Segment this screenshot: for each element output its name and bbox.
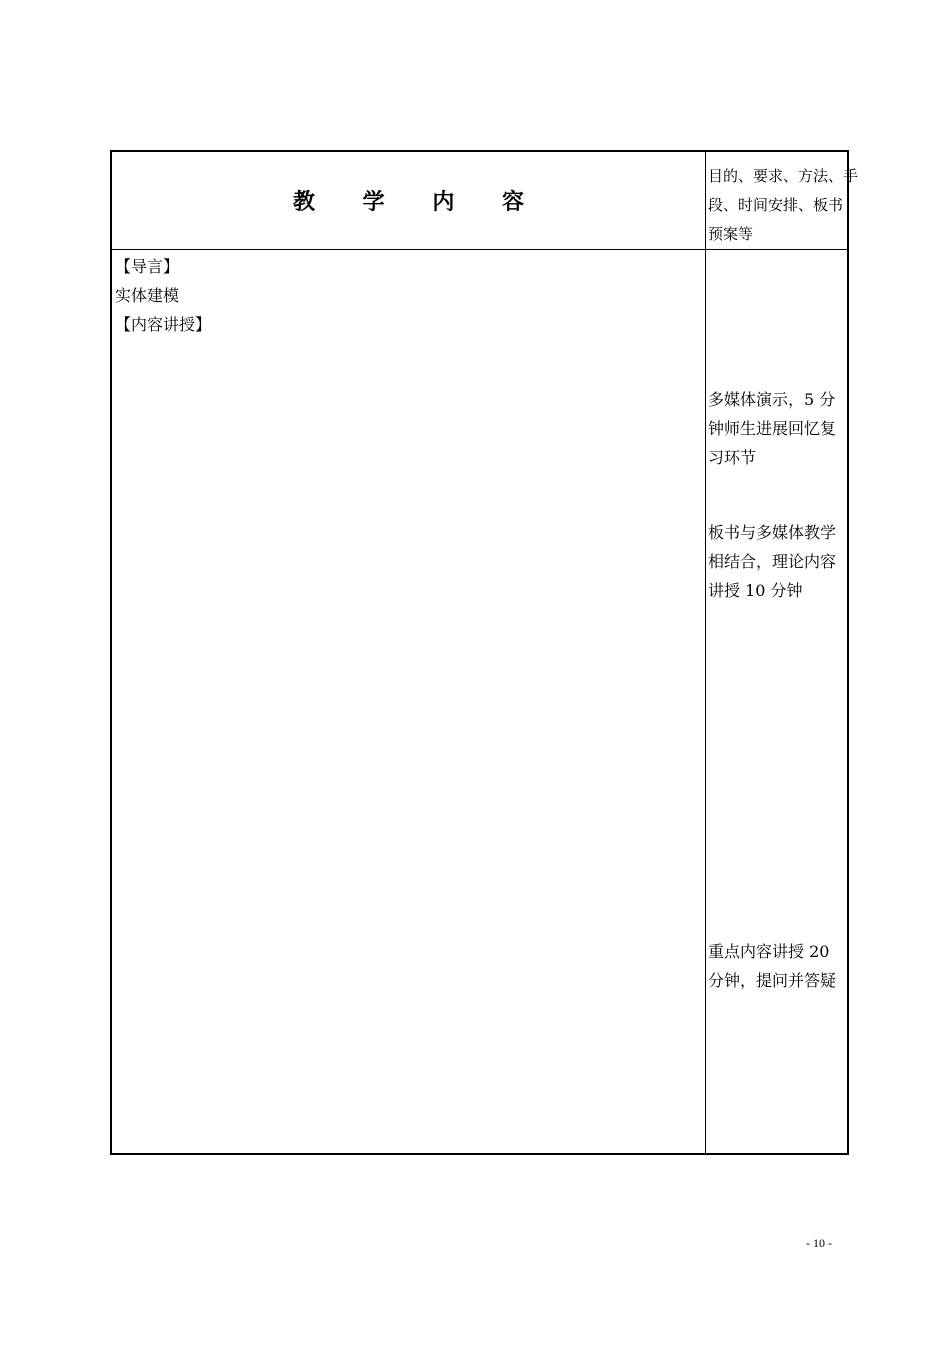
side-note-line: 讲授 10 分钟 bbox=[708, 581, 803, 600]
section-label-intro: 【导言】 bbox=[115, 257, 180, 276]
section-label-lecture: 【内容讲授】 bbox=[115, 315, 212, 334]
teaching-content-body bbox=[115, 252, 211, 339]
header-row-divider bbox=[112, 249, 847, 250]
side-heading-line: 段、时间安排、板书 bbox=[708, 196, 844, 214]
lesson-table bbox=[110, 150, 859, 1155]
teaching-content-heading: 教 学 内 容 bbox=[293, 189, 544, 215]
topic-text: 实体建模 bbox=[115, 286, 180, 305]
side-note-key-content bbox=[708, 937, 848, 995]
side-note-line: 习环节 bbox=[708, 448, 757, 467]
side-note-line: 相结合，理论内容 bbox=[708, 552, 837, 571]
side-note-line: 分钟，提问并答疑 bbox=[708, 971, 837, 990]
side-note-line: 板书与多媒体教学 bbox=[708, 523, 837, 542]
side-note-board bbox=[708, 518, 848, 605]
side-heading-line: 目的、要求、方法、手 bbox=[708, 167, 859, 185]
page-number: - 10 - bbox=[806, 1236, 832, 1250]
side-note-multimedia bbox=[708, 385, 848, 472]
side-note-line: 钟师生进展回忆复 bbox=[708, 419, 837, 438]
side-heading-line: 预案等 bbox=[708, 225, 754, 243]
side-note-line: 重点内容讲授 20 bbox=[708, 942, 830, 961]
side-column-heading bbox=[708, 162, 858, 249]
column-divider bbox=[705, 152, 706, 1153]
side-note-line: 多媒体演示，5 分 bbox=[708, 390, 836, 409]
